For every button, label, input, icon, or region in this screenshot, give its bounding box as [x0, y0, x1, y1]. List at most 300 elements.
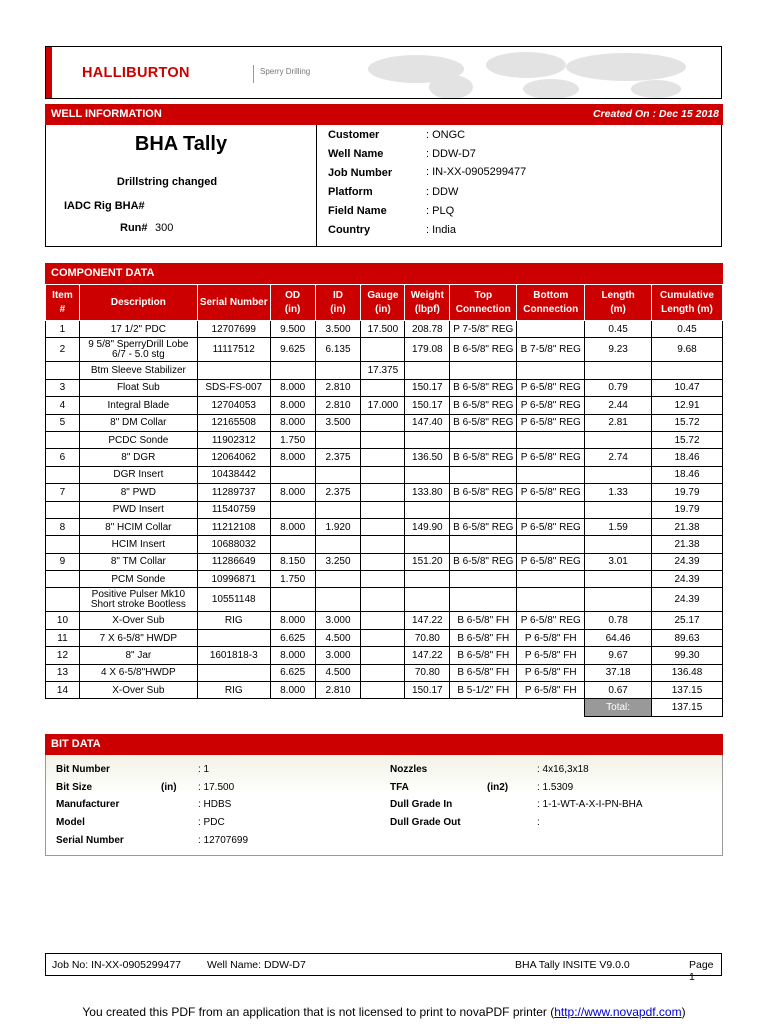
cell-serial-number: 11286649: [197, 553, 270, 570]
cell-item: 9: [46, 553, 80, 570]
cell-description: Positive Pulser Mk10 Short stroke Bootless: [79, 588, 197, 612]
cell-cumulative-length: 19.79: [652, 484, 723, 501]
cell-top-connection: [450, 466, 517, 483]
table-row: [46, 414, 723, 431]
total-spacer: [46, 699, 80, 717]
cell-cumulative-length: 21.38: [652, 536, 723, 553]
total-spacer: [405, 699, 450, 717]
footer-software-version: BHA Tally INSITE V9.0.0: [515, 959, 630, 971]
cell-od: 8.000: [270, 449, 315, 466]
cell-id: 3.000: [315, 612, 361, 629]
component-table-body: [46, 321, 723, 717]
job-number-label: Job Number: [328, 167, 393, 179]
cell-cumulative-length: 24.39: [652, 588, 723, 612]
well-info-left: [46, 125, 317, 246]
cell-top-connection: B 6-5/8" FH: [450, 664, 517, 681]
component-table: [45, 284, 723, 717]
cell-description: Float Sub: [79, 379, 197, 396]
cell-gauge: [361, 571, 405, 588]
cell-length: 37.18: [585, 664, 652, 681]
cell-length: 1.59: [585, 518, 652, 535]
cell-description: HCIM Insert: [79, 536, 197, 553]
cell-description: Btm Sleeve Stabilizer: [79, 362, 197, 379]
table-row: [46, 321, 723, 338]
cell-cumulative-length: 137.15: [652, 682, 723, 699]
tfa-unit: (in2): [487, 782, 509, 793]
bit-size-label: Bit Size: [56, 782, 93, 793]
cell-weight: 136.50: [405, 449, 450, 466]
dull-grade-out-label: Dull Grade Out: [390, 817, 461, 828]
total-spacer: [270, 699, 315, 717]
bit-number-label: Bit Number: [56, 764, 110, 775]
cell-gauge: [361, 431, 405, 448]
total-spacer: [197, 699, 270, 717]
cell-cumulative-length: 18.46: [652, 449, 723, 466]
component-data-bar: [45, 263, 723, 284]
cell-serial-number: 12064062: [197, 449, 270, 466]
table-row: [46, 571, 723, 588]
cell-serial-number: 12165508: [197, 414, 270, 431]
cell-od: 8.000: [270, 414, 315, 431]
cell-length: 2.44: [585, 397, 652, 414]
cell-length: [585, 362, 652, 379]
cell-length: 0.79: [585, 379, 652, 396]
dull-grade-in-value: : 1-1-WT-A-X-I-PN-BHA: [537, 799, 643, 810]
cell-cumulative-length: 19.79: [652, 501, 723, 518]
cell-serial-number: 11902312: [197, 431, 270, 448]
cell-serial-number: 10996871: [197, 571, 270, 588]
cell-bottom-connection: P 6-5/8" REG: [517, 612, 585, 629]
cell-serial-number: 12704053: [197, 397, 270, 414]
cell-weight: 147.22: [405, 647, 450, 664]
tfa-label: TFA: [390, 782, 409, 793]
total-label: Total:: [585, 699, 652, 717]
cell-od: 8.000: [270, 682, 315, 699]
cell-item: 10: [46, 612, 80, 629]
footer-well-name: Well Name: DDW-D7: [207, 959, 306, 971]
job-number-value: : IN-XX-0905299477: [426, 166, 527, 178]
table-row: [46, 379, 723, 396]
cell-id: 4.500: [315, 664, 361, 681]
cell-serial-number: [197, 664, 270, 681]
cell-item: 14: [46, 682, 80, 699]
component-header-row: [46, 285, 723, 321]
cell-bottom-connection: [517, 431, 585, 448]
cell-length: 0.67: [585, 682, 652, 699]
cell-description: Integral Blade: [79, 397, 197, 414]
logo-divider: [253, 65, 254, 83]
cell-top-connection: B 6-5/8" REG: [450, 518, 517, 535]
serial-number-value: : 12707699: [198, 835, 249, 846]
cell-bottom-connection: P 6-5/8" FH: [517, 682, 585, 699]
cell-serial-number: RIG: [197, 682, 270, 699]
cell-description: PCDC Sonde: [79, 431, 197, 448]
cell-cumulative-length: 12.91: [652, 397, 723, 414]
cell-length: [585, 536, 652, 553]
cell-length: 1.33: [585, 484, 652, 501]
cell-bottom-connection: P 6-5/8" REG: [517, 449, 585, 466]
cell-bottom-connection: P 6-5/8" REG: [517, 379, 585, 396]
cell-item: 6: [46, 449, 80, 466]
cell-serial-number: 12707699: [197, 321, 270, 338]
table-row: [46, 338, 723, 362]
cell-gauge: [361, 682, 405, 699]
well-information-title: WELL INFORMATION: [51, 108, 162, 120]
cell-weight: [405, 431, 450, 448]
col-weight: Weight (lbpf): [405, 285, 450, 321]
cell-od: 8.000: [270, 612, 315, 629]
cell-top-connection: B 6-5/8" REG: [450, 338, 517, 362]
cell-cumulative-length: 136.48: [652, 664, 723, 681]
cell-item: 12: [46, 647, 80, 664]
cell-id: [315, 536, 361, 553]
cell-od: 9.625: [270, 338, 315, 362]
col-serial-number: Serial Number: [197, 285, 270, 321]
cell-length: 9.67: [585, 647, 652, 664]
cell-id: 2.810: [315, 397, 361, 414]
cell-id: [315, 571, 361, 588]
well-information-panel: [45, 125, 722, 247]
cell-weight: 149.90: [405, 518, 450, 535]
platform-label: Platform: [328, 186, 373, 198]
cell-serial-number: 11212108: [197, 518, 270, 535]
cell-gauge: [361, 466, 405, 483]
cell-od: 8.000: [270, 397, 315, 414]
cell-od: [270, 588, 315, 612]
cell-item: 8: [46, 518, 80, 535]
cell-od: 8.000: [270, 379, 315, 396]
manufacturer-label: Manufacturer: [56, 799, 120, 810]
cell-top-connection: B 6-5/8" REG: [450, 379, 517, 396]
cell-top-connection: [450, 431, 517, 448]
cell-serial-number: SDS-FS-007: [197, 379, 270, 396]
col-cumulative-length: Cumulative Length (m): [652, 285, 723, 321]
cell-item: [46, 571, 80, 588]
table-row: [46, 588, 723, 612]
table-row: [46, 362, 723, 379]
cell-cumulative-length: 89.63: [652, 629, 723, 646]
well-information-bar: [45, 104, 723, 125]
cell-od: [270, 362, 315, 379]
table-row: [46, 501, 723, 518]
cell-id: 3.500: [315, 321, 361, 338]
cell-weight: 179.08: [405, 338, 450, 362]
cell-item: [46, 431, 80, 448]
cell-id: 2.375: [315, 449, 361, 466]
bit-data-title: BIT DATA: [51, 738, 101, 750]
cell-bottom-connection: P 6-5/8" FH: [517, 664, 585, 681]
cell-item: 13: [46, 664, 80, 681]
cell-weight: 70.80: [405, 664, 450, 681]
cell-top-connection: B 5-1/2" FH: [450, 682, 517, 699]
cell-weight: 151.20: [405, 553, 450, 570]
bit-size-value: : 17.500: [198, 782, 235, 793]
cell-bottom-connection: [517, 536, 585, 553]
cell-length: [585, 571, 652, 588]
table-row: [46, 484, 723, 501]
cell-item: [46, 536, 80, 553]
cell-description: 9 5/8" SperryDrill Lobe 6/7 - 5.0 stg: [79, 338, 197, 362]
cell-serial-number: 10688032: [197, 536, 270, 553]
cell-id: 3.500: [315, 414, 361, 431]
cell-length: [585, 431, 652, 448]
cell-weight: 70.80: [405, 629, 450, 646]
cell-bottom-connection: P 6-5/8" REG: [517, 484, 585, 501]
cell-id: [315, 362, 361, 379]
cell-weight: [405, 588, 450, 612]
cell-cumulative-length: 24.39: [652, 553, 723, 570]
customer-label: Customer: [328, 129, 380, 141]
cell-length: [585, 588, 652, 612]
cell-weight: 150.17: [405, 682, 450, 699]
cell-weight: 150.17: [405, 379, 450, 396]
novapdf-link[interactable]: http://www.novapdf.com: [554, 1005, 682, 1019]
cell-bottom-connection: P 6-5/8" FH: [517, 629, 585, 646]
cell-item: 7: [46, 484, 80, 501]
nozzles-label: Nozzles: [390, 764, 428, 775]
cell-length: [585, 466, 652, 483]
cell-top-connection: [450, 501, 517, 518]
cell-item: [46, 466, 80, 483]
cell-length: 9.23: [585, 338, 652, 362]
col-item: Item #: [46, 285, 80, 321]
bit-data-bar: [45, 734, 723, 755]
total-spacer: [361, 699, 405, 717]
cell-description: X-Over Sub: [79, 682, 197, 699]
run-value: 300: [155, 222, 174, 234]
cell-bottom-connection: [517, 501, 585, 518]
cell-bottom-connection: P 6-5/8" FH: [517, 647, 585, 664]
cell-weight: [405, 362, 450, 379]
total-row: [46, 699, 723, 717]
cell-cumulative-length: 0.45: [652, 321, 723, 338]
bit-data-panel: [45, 755, 723, 856]
col-gauge: Gauge (in): [361, 285, 405, 321]
cell-cumulative-length: 24.39: [652, 571, 723, 588]
cell-top-connection: B 6-5/8" FH: [450, 647, 517, 664]
cell-description: 8" DGR: [79, 449, 197, 466]
bha-title: BHA Tally: [134, 133, 228, 155]
total-value: 137.15: [652, 699, 723, 717]
cell-top-connection: [450, 362, 517, 379]
cell-top-connection: P 7-5/8" REG: [450, 321, 517, 338]
cell-weight: 150.17: [405, 397, 450, 414]
cell-gauge: [361, 536, 405, 553]
cell-id: 2.375: [315, 484, 361, 501]
cell-top-connection: B 6-5/8" FH: [450, 612, 517, 629]
cell-bottom-connection: [517, 571, 585, 588]
cell-gauge: [361, 501, 405, 518]
created-on-date: Created On : Dec 15 2018: [592, 108, 719, 120]
cell-cumulative-length: 18.46: [652, 466, 723, 483]
country-value: : India: [426, 224, 456, 236]
cell-gauge: [361, 338, 405, 362]
table-row: [46, 682, 723, 699]
cell-od: 1.750: [270, 571, 315, 588]
cell-length: 64.46: [585, 629, 652, 646]
nozzles-value: : 4x16,3x18: [537, 764, 589, 775]
cell-od: 8.150: [270, 553, 315, 570]
cell-item: [46, 501, 80, 518]
field-name-label: Field Name: [328, 205, 387, 217]
cell-item: 2: [46, 338, 80, 362]
model-value: : PDC: [198, 817, 225, 828]
cell-gauge: [361, 664, 405, 681]
cell-length: 0.45: [585, 321, 652, 338]
cell-weight: 147.22: [405, 612, 450, 629]
serial-number-label: Serial Number: [56, 835, 124, 846]
cell-top-connection: B 6-5/8" REG: [450, 449, 517, 466]
cell-gauge: 17.000: [361, 397, 405, 414]
footer-page-number: Page 1: [689, 959, 714, 983]
tfa-value: : 1.5309: [537, 782, 574, 793]
cell-serial-number: 10438442: [197, 466, 270, 483]
cell-od: [270, 536, 315, 553]
cell-top-connection: [450, 536, 517, 553]
cell-serial-number: 11540759: [197, 501, 270, 518]
halliburton-logo: HALLIBURTON: [82, 65, 190, 81]
col-id: ID (in): [315, 285, 361, 321]
total-spacer: [450, 699, 517, 717]
table-row: [46, 431, 723, 448]
well-name-value: : DDW-D7: [426, 148, 476, 160]
cell-length: 0.78: [585, 612, 652, 629]
cell-gauge: [361, 612, 405, 629]
customer-value: : ONGC: [426, 129, 466, 141]
cell-item: 4: [46, 397, 80, 414]
cell-od: [270, 466, 315, 483]
cell-cumulative-length: 25.17: [652, 612, 723, 629]
novapdf-notice-text: You created this PDF from an application that is not licensed to print to novaPDF printer (: [82, 1005, 555, 1019]
cell-id: 2.810: [315, 682, 361, 699]
cell-id: 1.920: [315, 518, 361, 535]
cell-cumulative-length: 21.38: [652, 518, 723, 535]
cell-description: 4 X 6-5/8"HWDP: [79, 664, 197, 681]
col-top-connection: Top Connection: [450, 285, 517, 321]
cell-id: 3.000: [315, 647, 361, 664]
table-row: [46, 397, 723, 414]
cell-gauge: [361, 414, 405, 431]
col-description: Description: [79, 285, 197, 321]
table-row: [46, 612, 723, 629]
cell-id: 6.135: [315, 338, 361, 362]
cell-serial-number: 11117512: [197, 338, 270, 362]
cell-od: 8.000: [270, 647, 315, 664]
footer-job-number: Job No: IN-XX-0905299477: [52, 959, 181, 971]
cell-od: 8.000: [270, 484, 315, 501]
cell-od: [270, 501, 315, 518]
cell-gauge: [361, 449, 405, 466]
cell-length: 2.74: [585, 449, 652, 466]
page-footer: [45, 953, 722, 983]
cell-cumulative-length: 15.72: [652, 431, 723, 448]
cell-bottom-connection: [517, 588, 585, 612]
novapdf-notice: [0, 1005, 768, 1019]
cell-description: PWD Insert: [79, 501, 197, 518]
cell-gauge: [361, 647, 405, 664]
cell-bottom-connection: [517, 466, 585, 483]
cell-gauge: 17.500: [361, 321, 405, 338]
cell-item: 5: [46, 414, 80, 431]
cell-gauge: [361, 553, 405, 570]
cell-id: [315, 501, 361, 518]
cell-od: 8.000: [270, 518, 315, 535]
model-label: Model: [56, 817, 85, 828]
cell-description: 7 X 6-5/8" HWDP: [79, 629, 197, 646]
cell-weight: [405, 536, 450, 553]
cell-weight: [405, 571, 450, 588]
col-od: OD (in): [270, 285, 315, 321]
bit-size-unit: (in): [161, 782, 177, 793]
cell-gauge: [361, 484, 405, 501]
cell-top-connection: [450, 588, 517, 612]
table-row: [46, 518, 723, 535]
well-name-label: Well Name: [328, 148, 384, 160]
cell-description: 8" TM Collar: [79, 553, 197, 570]
cell-id: [315, 588, 361, 612]
novapdf-notice-close: ): [681, 1005, 686, 1019]
cell-description: 8" HCIM Collar: [79, 518, 197, 535]
table-row: [46, 664, 723, 681]
cell-cumulative-length: 99.30: [652, 647, 723, 664]
cell-od: 6.625: [270, 629, 315, 646]
cell-weight: [405, 466, 450, 483]
cell-serial-number: RIG: [197, 612, 270, 629]
cell-gauge: 17.375: [361, 362, 405, 379]
cell-id: [315, 466, 361, 483]
table-row: [46, 553, 723, 570]
cell-gauge: [361, 629, 405, 646]
cell-top-connection: [450, 571, 517, 588]
cell-od: 9.500: [270, 321, 315, 338]
cell-gauge: [361, 518, 405, 535]
cell-bottom-connection: P 6-5/8" REG: [517, 518, 585, 535]
run-label: Run#: [120, 222, 148, 234]
cell-weight: 133.80: [405, 484, 450, 501]
bha-subtitle: Drillstring changed: [116, 176, 218, 188]
cell-bottom-connection: B 7-5/8" REG: [517, 338, 585, 362]
cell-serial-number: [197, 629, 270, 646]
col-length: Length (m): [585, 285, 652, 321]
cell-bottom-connection: P 6-5/8" REG: [517, 553, 585, 570]
cell-gauge: [361, 588, 405, 612]
cell-top-connection: B 6-5/8" REG: [450, 397, 517, 414]
total-spacer: [517, 699, 585, 717]
report-header: [45, 46, 722, 99]
world-map-graphic: [326, 47, 722, 99]
cell-bottom-connection: P 6-5/8" REG: [517, 414, 585, 431]
cell-length: [585, 501, 652, 518]
cell-od: 6.625: [270, 664, 315, 681]
cell-weight: [405, 501, 450, 518]
cell-item: 11: [46, 629, 80, 646]
cell-length: 2.81: [585, 414, 652, 431]
cell-serial-number: 11289737: [197, 484, 270, 501]
table-row: [46, 536, 723, 553]
cell-description: PCM Sonde: [79, 571, 197, 588]
bit-number-value: : 1: [198, 764, 210, 775]
cell-item: [46, 362, 80, 379]
table-row: [46, 449, 723, 466]
cell-serial-number: 1601818-3: [197, 647, 270, 664]
cell-top-connection: B 6-5/8" FH: [450, 629, 517, 646]
cell-description: 8" PWD: [79, 484, 197, 501]
cell-item: 3: [46, 379, 80, 396]
cell-serial-number: 10551148: [197, 588, 270, 612]
manufacturer-value: : HDBS: [198, 799, 232, 810]
total-spacer: [79, 699, 197, 717]
cell-cumulative-length: 10.47: [652, 379, 723, 396]
